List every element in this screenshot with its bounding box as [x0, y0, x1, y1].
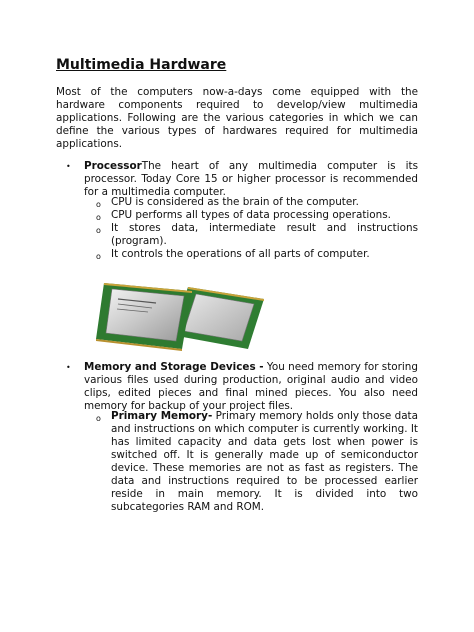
sub-marker: o [96, 200, 101, 209]
memory-bullet [84, 361, 418, 413]
memory-heading: Memory and Storage Devices - [84, 361, 264, 373]
processor-point-4: It controls the operations of all parts of computer. [111, 248, 370, 260]
cpu-chips-image [96, 277, 264, 352]
page-title: Multimedia Hardware [56, 57, 227, 73]
sub-marker: o [96, 414, 101, 423]
processor-heading: Processor [84, 160, 142, 172]
cpu-chip-front [96, 283, 192, 351]
primary-memory-description: Primary memory holds only those data and instructions on which computer is currently working. It has limited capacity and data gets lost when power is switched off. It is generally made up of semiconductor device. These memories are not as fast as registers. The data and instructions required to be processed earlier reside in main memory. It is divided into two subcategories RAM and ROM. [111, 410, 419, 513]
processor-description: The heart of any multimedia computer is its processor. Today Core 15 or higher processor is recommended for a multimedia computer. [84, 160, 418, 198]
bullet-marker: • [66, 162, 71, 171]
sub-marker: o [96, 226, 101, 235]
intro-paragraph: Most of the computers now-a-days come equipped with the hardware components required to develop/view multimedia applications. Following are the various categories in which we can define the various types of hardwares required for multimedia applications. [56, 86, 418, 150]
primary-memory-heading: Primary Memory- [111, 410, 213, 422]
sub-marker: o [96, 252, 101, 261]
bullet-marker: • [66, 363, 71, 372]
sub-marker: o [96, 213, 101, 222]
processor-point-2: CPU performs all types of data processing operations. [111, 209, 391, 221]
memory-description: You need memory for storing various files used during production, original audio and video clips, edited pieces and final mined pieces. You also need memory for backup of your project files. [84, 361, 418, 412]
primary-memory-point [111, 410, 418, 514]
processor-point-1: CPU is considered as the brain of the computer. [111, 196, 359, 208]
processor-bullet [84, 160, 418, 199]
processor-point-3: It stores data, intermediate result and instructions (program). [111, 222, 418, 247]
